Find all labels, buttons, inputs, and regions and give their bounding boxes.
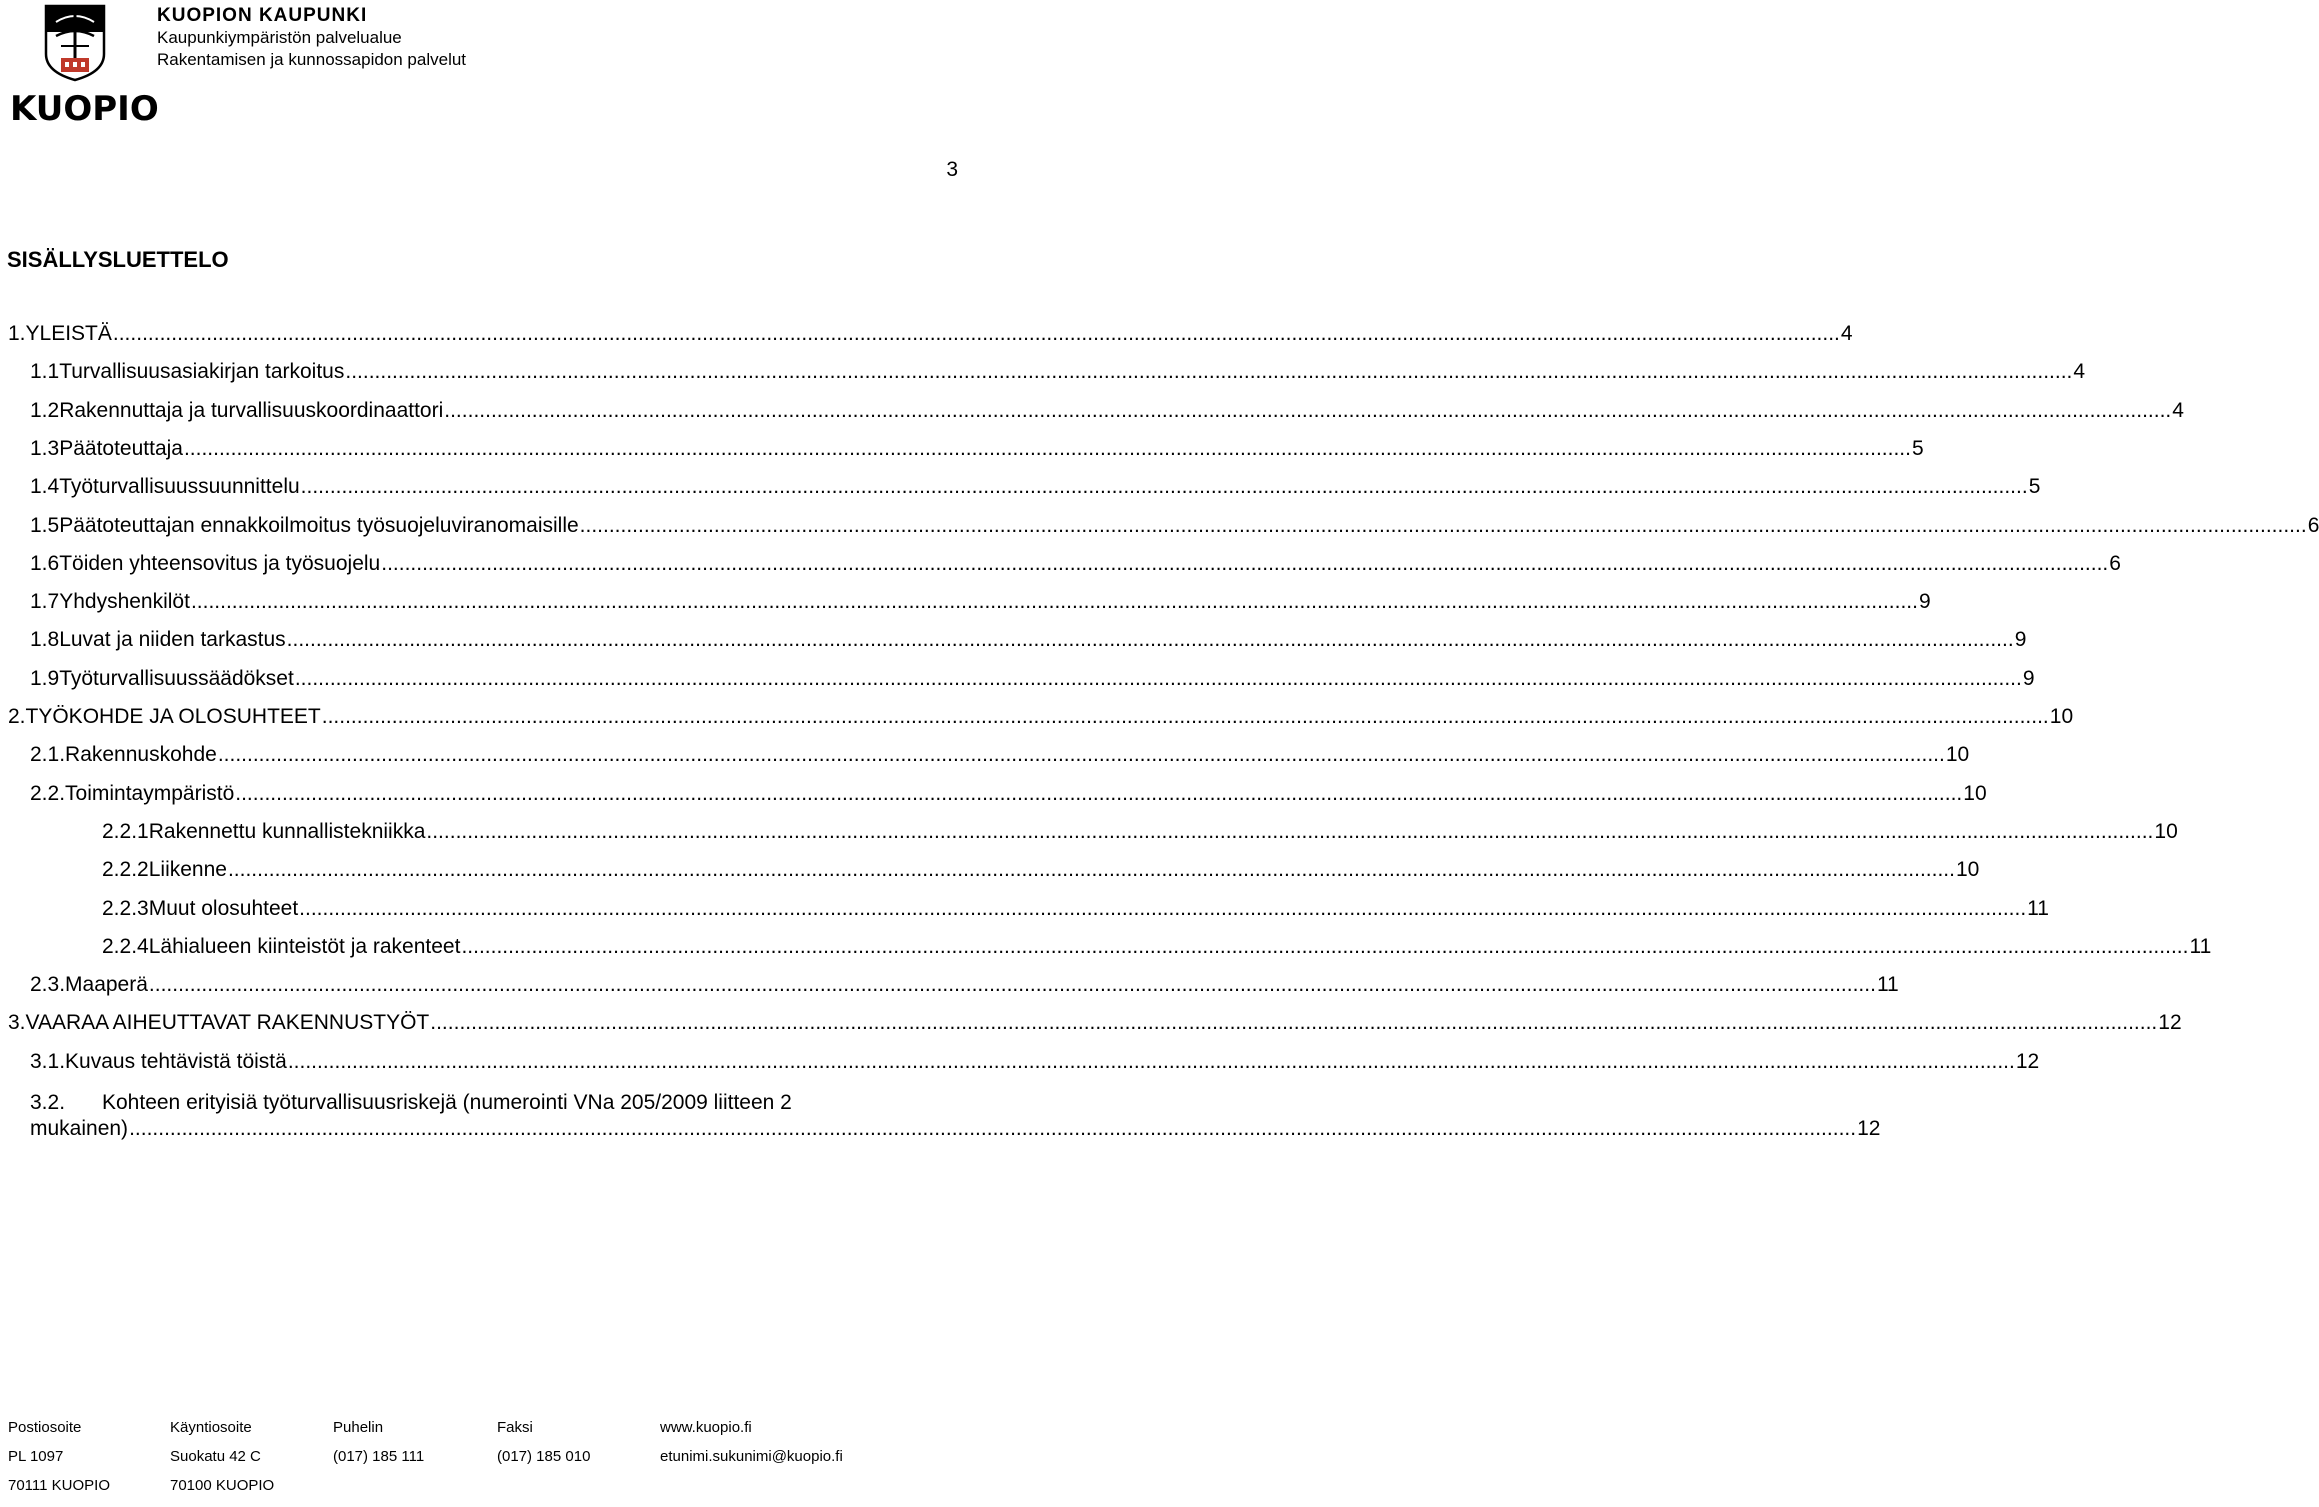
toc-entry-title: Päätoteuttajan ennakkoilmoitus työsuojeluviranomaisille [59,514,579,537]
org-division: Kaupunkiympäristön palvelualue [157,28,402,47]
kuopio-logo [6,2,159,130]
footer-fax [497,1420,590,1478]
toc-entry-page: 4 [2073,360,2086,383]
toc-entry-title: VAARAA AIHEUTTAVAT RAKENNUSTYÖT [25,1011,430,1034]
organization-header [157,5,466,71]
toc-entry-page: 11 [2027,897,2049,920]
toc-entry[interactable] [30,475,2041,503]
toc-entry-page: 9 [1918,590,1931,613]
toc-leader-dots [218,743,1945,767]
toc-entry-page: 10 [2154,820,2178,843]
toc-leader-dots [461,935,2188,959]
footer-label: Käyntiosoite [170,1419,252,1436]
toc-entry-title: Lähialueen kiinteistöt ja rakenteet [148,935,461,958]
toc-entry-title: Työturvallisuussäädökset [59,667,294,690]
toc-entry[interactable] [30,628,2027,656]
toc-entry-title: Rakennuskohde [65,743,217,766]
toc-leader-dots [235,782,1962,806]
toc-leader-dots [430,1011,2157,1035]
toc-entry-page: 12 [2158,1011,2182,1034]
toc-entry-number: 1.1 [30,360,60,383]
toc-entry-page: 10 [1963,782,1987,805]
toc-entry[interactable] [30,552,2121,580]
toc-entry-page: 10 [2049,705,2074,728]
toc-entry-title: Kohteen erityisiä työturvallisuusriskejä (numerointi VNa 205/2009 liitteen 2 [102,1091,792,1114]
footer-value: 70100 KUOPIO [170,1477,275,1494]
toc-entry[interactable] [30,360,2086,388]
toc-entry-number: 1. [8,322,26,345]
toc-entry[interactable] [30,667,2035,695]
toc-entry-title: Rakennettu kunnallistekniikka [148,820,426,843]
footer-value: PL 1097 [8,1448,64,1465]
toc-title: SISÄLLYSLUETTELO [7,247,229,272]
toc-entry-page: 6 [2109,552,2121,575]
toc-entry-number: 2.2.4 [102,935,149,958]
footer-website-link[interactable]: www.kuopio.fi [660,1419,752,1436]
toc-entry-title: Kuvaus tehtävistä töistä [65,1050,287,1073]
toc-entry-number: 2. [8,705,26,728]
toc-entry[interactable] [102,897,2049,925]
toc-entry[interactable] [102,820,2178,848]
toc-entry[interactable] [30,973,1899,1001]
org-name: KUOPION KAUPUNKI [157,5,368,26]
toc-entry[interactable] [30,514,2319,542]
toc-leader-dots [129,1116,1856,1142]
toc-entry[interactable] [30,782,1987,810]
toc-entry-title: Yhdyshenkilöt [59,590,190,613]
toc-entry-page: 5 [1911,437,1924,460]
footer-email-link[interactable]: etunimi.sukunimi@kuopio.fi [660,1448,843,1465]
toc-entry-number: 1.8 [30,628,60,651]
toc-leader-dots [228,858,1955,882]
toc-entry-number: 1.9 [30,667,60,690]
toc-leader-dots [184,437,1911,461]
toc-entry-title: YLEISTÄ [25,322,112,345]
toc-entry[interactable] [30,1090,1881,1142]
toc-entry[interactable] [30,743,1970,771]
logo-wordmark: KUOPIO [10,89,159,129]
toc-entry-number: 1.7 [30,590,60,613]
footer-visiting-address [170,1420,274,1507]
toc-entry-title: Toimintaympäristö [65,782,235,805]
toc-entry-title: Rakennuttaja ja turvallisuuskoordinaattori [59,399,444,422]
toc-entry-number: 1.4 [30,475,60,498]
org-department: Rakentamisen ja kunnossapidon palvelut [157,50,467,69]
toc-entry-page: 10 [1955,858,1980,881]
toc-entry-title: Töiden yhteensovitus ja työsuojelu [59,552,381,575]
toc-entry-number: 1.5 [30,514,60,537]
footer-value: (017) 185 010 [497,1448,591,1465]
toc-leader-dots [301,475,2028,499]
toc-entry-number: 2.3. [30,973,66,996]
toc-entry-title: TYÖKOHDE JA OLOSUHTEET [25,705,321,728]
toc-entry-page: 4 [1840,322,1853,345]
toc-entry[interactable] [30,399,2184,427]
toc-leader-dots [444,399,2171,423]
toc-leader-dots [345,360,2072,384]
toc-leader-dots [191,590,1918,614]
toc-entry-title: Muut olosuhteet [148,897,299,920]
toc-leader-dots [426,820,2153,844]
toc-entry-number: 2.2.2 [102,858,149,881]
footer-postal-address [8,1420,110,1507]
toc-entry[interactable] [30,437,1924,465]
toc-entry-title-continued: mukainen) [30,1117,129,1140]
toc-leader-dots [299,897,2026,921]
footer-web [660,1420,843,1478]
toc-entry-number: 2.2. [30,782,66,805]
toc-entry-number: 3.1. [30,1050,66,1073]
toc-entry-title: Työturvallisuussuunnittelu [59,475,300,498]
footer-value: 70111 KUOPIO [8,1477,110,1494]
toc-entry-title: Päätoteuttaja [59,437,183,460]
footer-phone [333,1420,424,1478]
toc-entry-page: 12 [1857,1117,1881,1140]
toc-leader-dots [113,322,1840,346]
toc-leader-dots [288,1050,2015,1074]
toc-entry-number: 1.6 [30,552,60,575]
toc-entry[interactable] [8,1011,2182,1039]
footer-value: Suokatu 42 C [170,1448,261,1465]
footer-label: Puhelin [333,1419,384,1436]
toc-entry[interactable] [30,1050,2040,1078]
toc-entry-page: 9 [2022,667,2035,690]
toc-entry[interactable] [30,590,1931,618]
toc-entry-title: Luvat ja niiden tarkastus [59,628,286,651]
toc-entry-page: 12 [2015,1050,2040,1073]
footer-label: Faksi [497,1419,533,1436]
toc-entry-title: Maaperä [65,973,148,996]
toc-entry-page: 5 [2028,475,2041,498]
toc-entry-number: 2.2.1 [102,820,149,843]
toc-entry-number: 1.3 [30,437,60,460]
toc-leader-dots [295,667,2022,691]
toc-entry-number: 3.2. [30,1091,66,1114]
footer-value: (017) 185 111 [333,1448,425,1465]
toc-entry-number: 3. [8,1011,26,1034]
toc-entry-page: 6 [2307,514,2319,537]
toc-entry-number: 2.2.3 [102,897,149,920]
toc-entry-page: 10 [1945,743,1970,766]
toc-entry-page: 9 [2014,628,2027,651]
toc-leader-dots [381,552,2108,576]
toc-entry-number: 2.1. [30,743,66,766]
toc-entry-page: 11 [1876,973,1899,996]
footer-label: Postiosoite [8,1419,82,1436]
toc-entry-title: Liikenne [148,858,227,881]
toc-leader-dots [322,705,2049,729]
toc-entry-title: Turvallisuusasiakirjan tarkoitus [59,360,345,383]
toc-leader-dots [580,514,2307,538]
toc-entry[interactable] [8,322,1853,350]
toc-entry-page: 4 [2172,399,2184,422]
page-number: 3 [946,158,958,181]
toc-leader-dots [149,973,1876,997]
toc-entry[interactable] [102,858,1980,886]
toc-entry[interactable] [102,935,2212,963]
toc-entry-page: 11 [2189,935,2212,958]
toc-entry[interactable] [8,705,2074,733]
toc-leader-dots [287,628,2014,652]
toc-entry-number: 1.2 [30,399,60,422]
